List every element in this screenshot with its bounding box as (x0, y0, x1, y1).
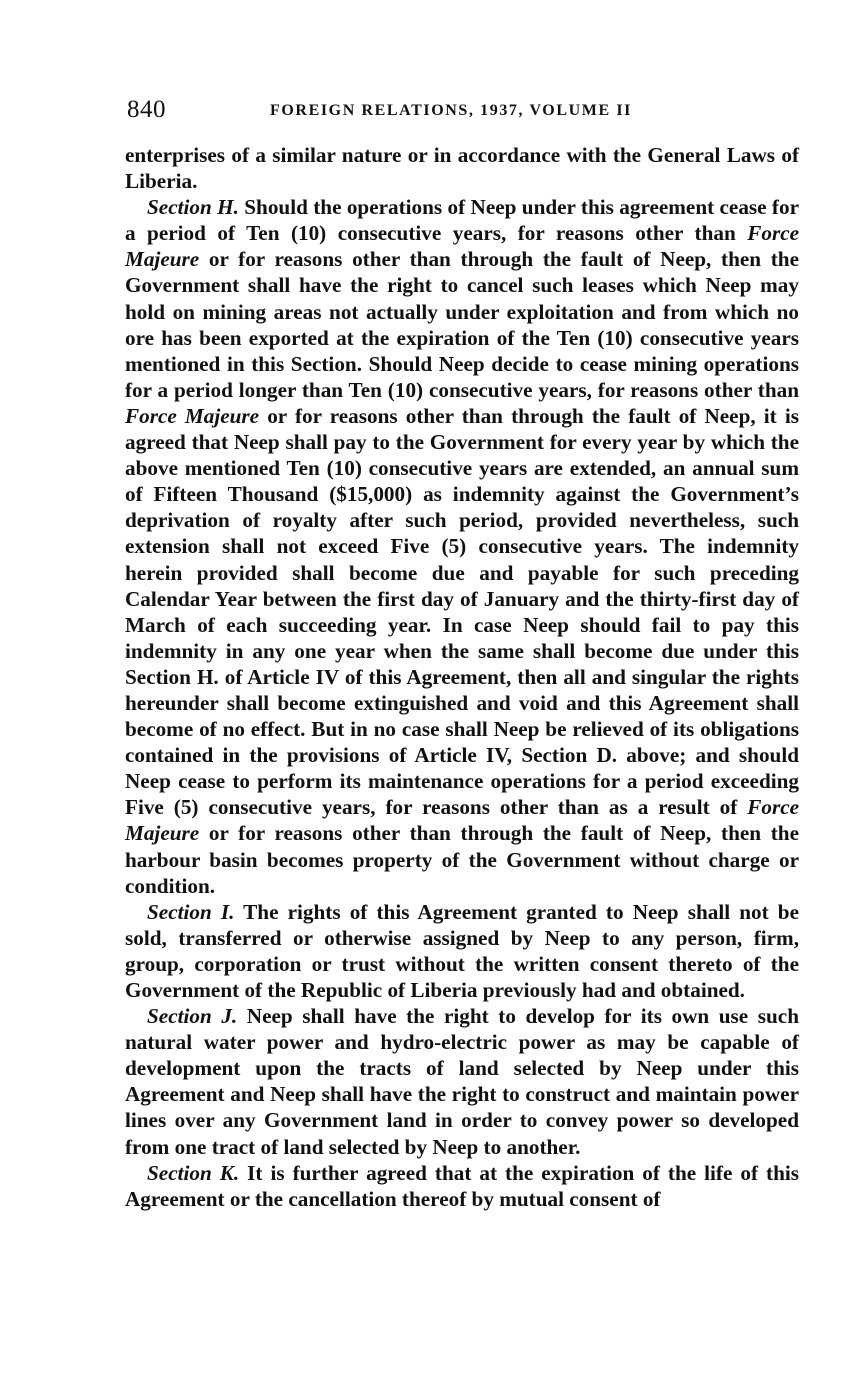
section-h-text-1: Should the operations of Neep under this agreement cease for a period of Ten (10) consecutive years, for reasons other than (125, 195, 799, 246)
section-i-heading: Section I. (147, 899, 235, 924)
section-k-text: It is further agreed that at the expiration of the life of this Agreement or the cancellation thereof by mutual consent of (125, 1160, 799, 1211)
force-majeure-2: Force Majeure (125, 403, 260, 428)
section-h-text-2: or for reasons other than through the fault of Neep, then the Government shall have the right to cancel such leases which Neep may hold on mining areas not actually under exploitation and from which no ore has been exported at the expiration of the Ten (10) consecutive years mentioned in this Section. Should Neep decide to cease mining operations for a period longer than Ten (10) consecutive years, for reasons other than (125, 247, 799, 402)
section-j-text: Neep shall have the right to develop for its own use such natural water power and hydro-electric power as may be capable of development upon the tracts of land selected by Neep under this Agreement and Neep shall have the right to construct and maintain power lines over any Government land in order to convey power so developed from one tract of land selected by Neep to another. (125, 1004, 799, 1159)
running-head: FOREIGN RELATIONS, 1937, VOLUME II (270, 102, 632, 119)
page-number: 840 (127, 96, 166, 123)
section-k-heading: Section K. (147, 1160, 240, 1185)
section-i-text: The rights of this Agreement granted to Neep shall not be sold, transferred or otherwise assigned by Neep to any person, firm, group, corporation or trust without the written consent thereto of the Government of the Republic of Liberia previously had and obtained. (125, 899, 799, 1002)
paragraph-section-i (125, 899, 799, 1003)
section-h-heading: Section H. (147, 195, 239, 220)
page-header (127, 96, 797, 128)
paragraph-section-h (125, 194, 799, 899)
paragraph-section-j (125, 1003, 799, 1160)
section-h-text-4: or for reasons other than through the fault of Neep, then the harbour basin becomes property of the Government without charge or condition. (125, 821, 799, 898)
section-h-text-3: or for reasons other than through the fault of Neep, it is agreed that Neep shall pay to the Government for every year by which the above mentioned Ten (10) consecutive years are extended, an annual sum of Fifteen Thousand ($15,000) as indemnity against the Government’s deprivation of royalty after such period, provided nevertheless, such extension shall not exceed Five (5) consecutive years. The indemnity herein provided shall become due and payable for such preceding Calendar Year between the first day of January and the thirty-first day of March of each succeeding year. In case Neep should fail to pay this indemnity in any one year when the same shall become due under this Section H. of Article IV of this Agreement, then all and singular the rights hereunder shall become extinguished and void and this Agreement shall become of no effect. But in no case shall Neep be relieved of its obligations contained in the provisions of Article IV, Section D. above; and should Neep cease to perform its maintenance operations for a period exceeding Five (5) consecutive years, for reasons other than as a result of (125, 403, 799, 820)
section-j-heading: Section J. (147, 1004, 238, 1029)
force-majeure-1: Force Majeure (125, 221, 799, 272)
force-majeure-3: Force Majeure (125, 795, 799, 846)
paragraph-continuation: enterprises of a similar nature or in accordance with the General Laws of Liberia. (125, 143, 799, 194)
paragraph-section-k (125, 1160, 799, 1212)
body-text (125, 142, 799, 1212)
